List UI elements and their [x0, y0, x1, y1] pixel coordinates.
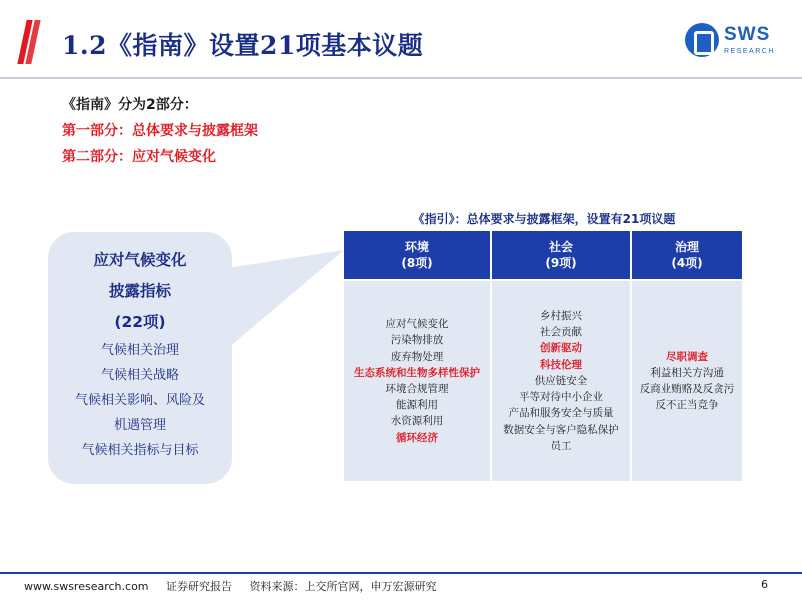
- topic-item: 利益相关方沟通: [650, 366, 724, 379]
- intro-line: 《指南》分为2部分：: [62, 97, 198, 113]
- callout-item: 气候相关指标与目标: [81, 443, 199, 458]
- topic-item: 环境合规管理: [385, 383, 449, 395]
- column-header: [632, 231, 742, 279]
- topic-item: 产品和服务安全与质量: [508, 407, 614, 420]
- column-name: 环境: [404, 240, 429, 254]
- topic-item: 污染物排放: [390, 334, 444, 347]
- topic-item: 平等对待中小企业: [519, 391, 603, 404]
- topic-item: 循环经济: [396, 431, 438, 444]
- callout-heading: 披露指标: [108, 282, 171, 300]
- logo-word: SWS: [724, 24, 771, 45]
- callout-item: 机遇管理: [113, 418, 166, 433]
- column-items: [344, 281, 490, 481]
- column-name: 治理: [674, 240, 699, 254]
- page-number: 6: [761, 578, 768, 591]
- topic-item: 反不正当竞争: [655, 399, 719, 412]
- topic-item: 社会贡献: [540, 326, 582, 339]
- topic-item: 废弃物处理: [390, 350, 444, 363]
- callout-heading: 应对气候变化: [93, 251, 187, 269]
- callout-pointer: [228, 248, 346, 368]
- footer-divider: [0, 572, 802, 574]
- column-header: [344, 231, 490, 279]
- column-environment: [344, 231, 490, 481]
- column-items: [632, 281, 742, 481]
- climate-callout-text: [48, 245, 232, 463]
- callout-item: 气候相关战略: [100, 368, 179, 383]
- callout-item: 气候相关治理: [100, 343, 179, 358]
- column-count: (9项): [545, 256, 577, 270]
- footer-label: 证券研究报告: [166, 580, 233, 593]
- logo-subtitle: RESEARCH: [724, 48, 775, 55]
- topic-item: 生态系统和生物多样性保护: [354, 366, 480, 379]
- column-count: (4项): [671, 256, 703, 270]
- column-header: [492, 231, 630, 279]
- callout-count: (22项): [114, 313, 166, 331]
- topics-table: [344, 231, 742, 483]
- topic-item: 数据安全与客户隐私保护: [503, 423, 619, 436]
- topic-item: 尽职调查: [666, 350, 708, 363]
- intro-block: [62, 94, 258, 172]
- sws-logo: [685, 21, 785, 63]
- footer-site-link[interactable]: www.swsresearch.com: [24, 580, 149, 593]
- topic-item: 反商业贿赂及反贪污: [639, 383, 735, 395]
- topic-item: 供应链安全: [534, 374, 588, 387]
- topic-item: 创新驱动: [540, 342, 582, 355]
- column-governance: [632, 231, 742, 481]
- header: [0, 0, 802, 78]
- footer: [24, 578, 451, 594]
- topic-item: 水资源利用: [390, 415, 444, 428]
- column-social: [492, 231, 630, 481]
- intro-part-one: 第一部分：总体要求与披露框架: [62, 123, 258, 139]
- column-name: 社会: [548, 240, 573, 254]
- topic-item: 能源利用: [396, 399, 438, 412]
- topic-item: 员工: [550, 439, 572, 452]
- table-caption: 《指引》：总体要求与披露框架，设置有21项议题: [412, 212, 676, 226]
- intro-part-two: 第二部分：应对气候变化: [62, 149, 216, 165]
- title-divider: [0, 77, 802, 79]
- topic-item: 应对气候变化: [385, 318, 449, 331]
- sws-logo-icon: [685, 23, 719, 57]
- column-count: (8项): [401, 256, 433, 270]
- footer-source: 资料来源：上交所官网，申万宏源研究: [249, 580, 437, 593]
- page-title: 1.2《指南》设置21项基本议题: [62, 31, 424, 60]
- callout-item: 气候相关影响、风险及: [74, 393, 205, 408]
- topic-item: 乡村振兴: [540, 310, 582, 323]
- column-items: [492, 281, 630, 481]
- topic-item: 科技伦理: [540, 358, 582, 371]
